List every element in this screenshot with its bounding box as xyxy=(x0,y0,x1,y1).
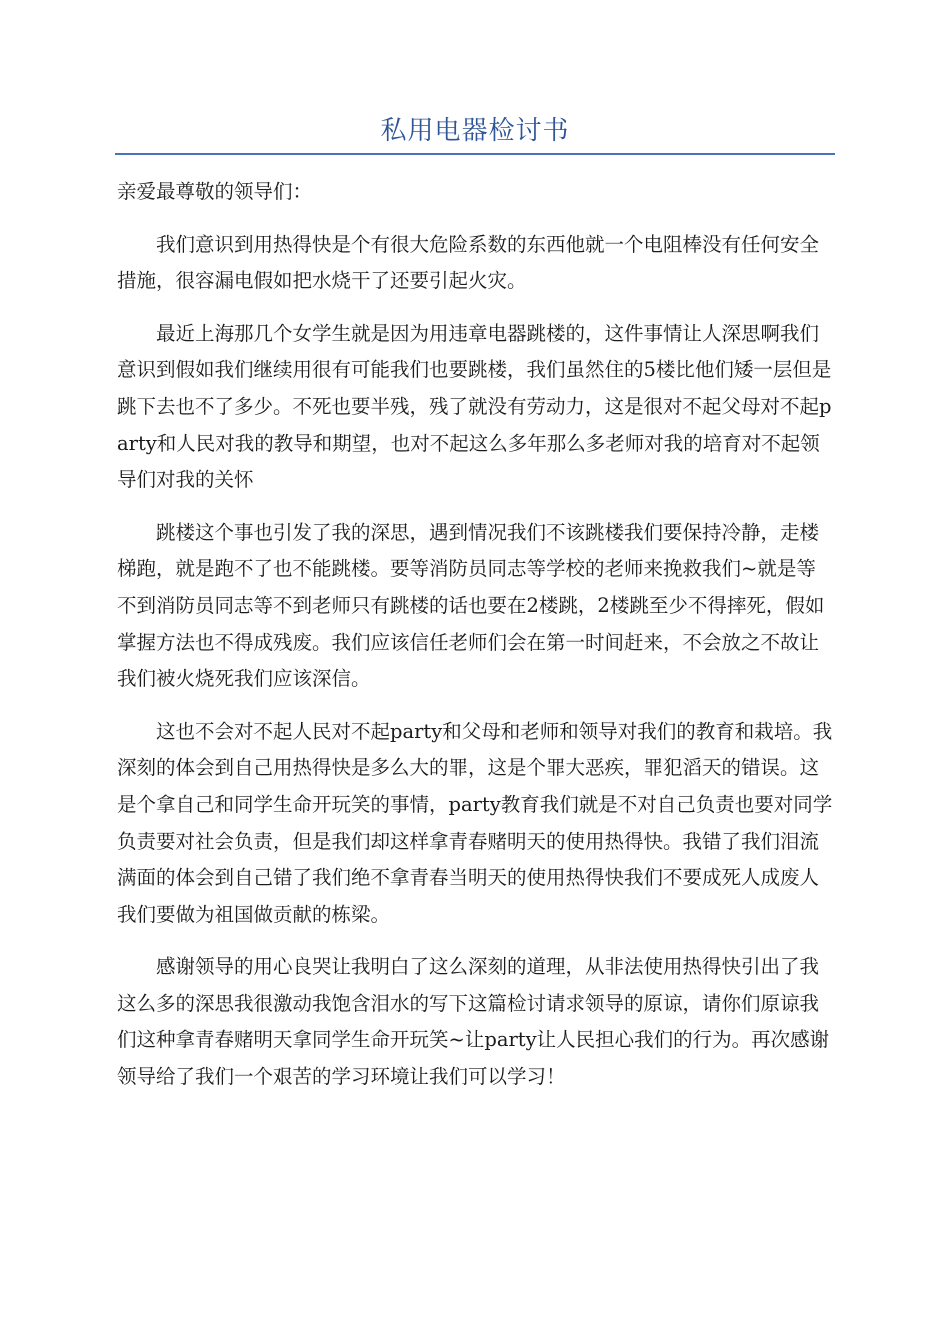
salutation: 亲爱最尊敬的领导们： xyxy=(117,180,313,203)
paragraph-4: 这也不会对不起人民对不起party和父母和老师和领导对我们的教育和栽培。我深刻的体会到自己用热得快是多么大的罪，这是个罪大恶疾，罪犯滔天的错误。这是个拿自己和同学生命开玩笑的事情，party教育我们就是不对自己负责也要对同学负责要对社会负责，但是我们却这样拿青春赌明天的使用热得快。我错了我们泪流满面的体会到自己错了我们绝不拿青春当明天的使用热得快我们不要成死人成废人我们要做为祖国做贡献的栋梁。 xyxy=(117,719,833,926)
paragraph-1: 我们意识到用热得快是个有很大危险系数的东西他就一个电阻棒没有任何安全措施，很容漏电假如把水烧干了还要引起火灾。 xyxy=(117,232,820,293)
paragraph-5: 感谢领导的用心良哭让我明白了这么深刻的道理，从非法使用热得快引出了我这么多的深思我很激动我饱含泪水的写下这篇检讨请求领导的原谅，请你们原谅我们这种拿青春赌明天拿同学生命开玩笑~让party让人民担心我们的行为。再次感谢领导给了我们一个艰苦的学习环境让我们可以学习！ xyxy=(117,955,830,1089)
paragraph-2: 最近上海那几个女学生就是因为用违章电器跳楼的，这件事情让人深思啊我们意识到假如我们继续用很有可能我们也要跳楼，我们虽然住的5楼比他们矮一层但是跳下去也不了多少。不死也要半残，残了就没有劳动力，这是很对不起父母对不起party和人民对我的教导和期望，也对不起这么多年那么多老师对我的培育对不起领导们对我的关怀 xyxy=(117,321,832,492)
paragraph-3: 跳楼这个事也引发了我的深思，遇到情况我们不该跳楼我们要保持冷静，走楼梯跑，就是跑不了也不能跳楼。要等消防员同志等学校的老师来挽救我们~就是等不到消防员同志等不到老师只有跳楼的话也要在2楼跳，2楼跳至少不得摔死，假如掌握方法也不得成残废。我们应该信任老师们会在第一时间赶来，不会放之不故让我们被火烧死我们应该深信。 xyxy=(117,520,825,691)
document-title: 私用电器检讨书 xyxy=(380,116,570,146)
document-body xyxy=(117,174,833,1112)
title-underline xyxy=(115,153,835,155)
